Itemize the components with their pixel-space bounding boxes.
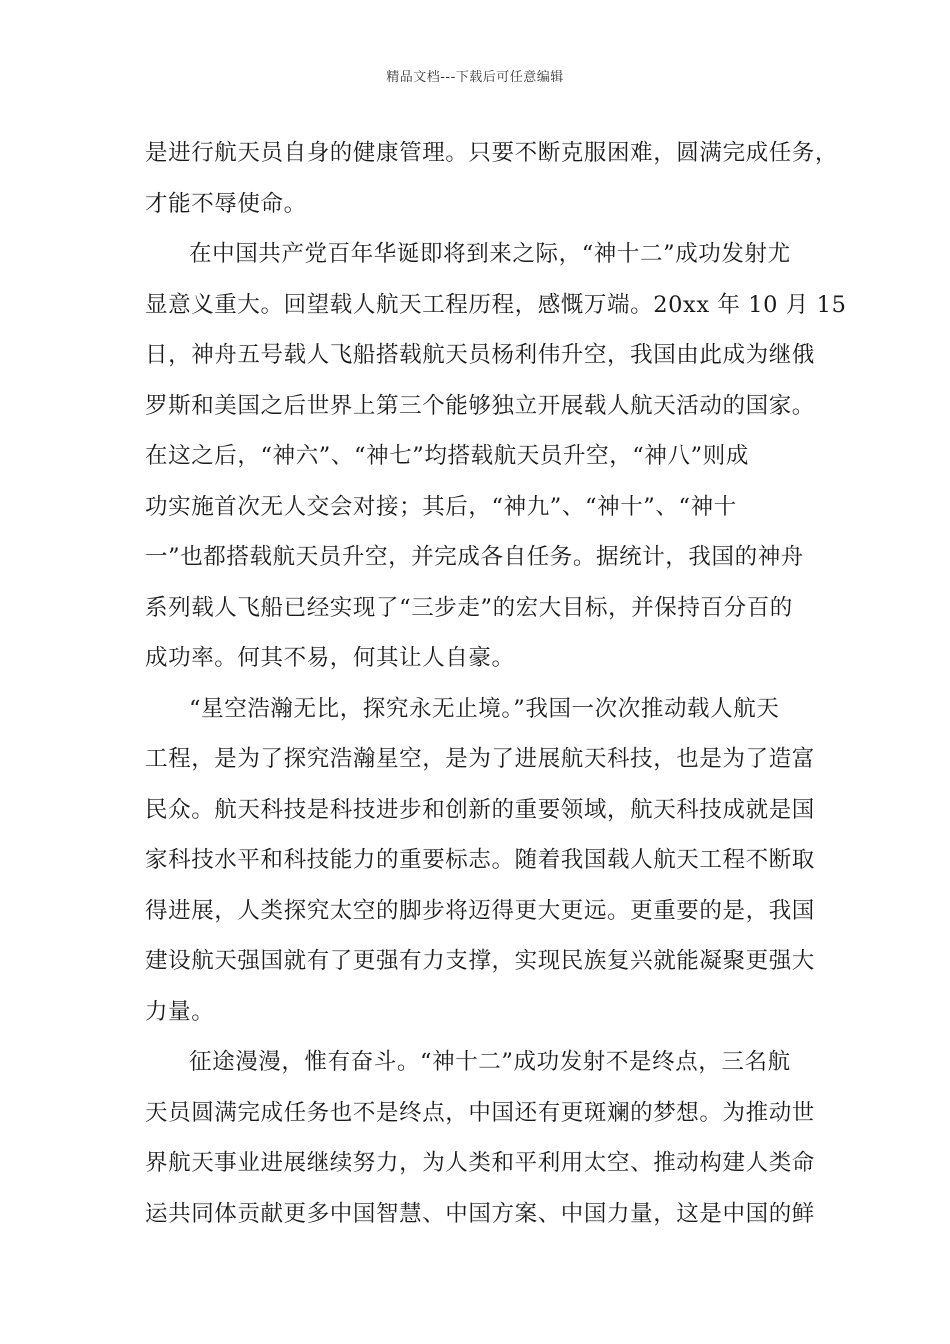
text-line: 成功率。何其不易，何其让人自豪。: [145, 645, 515, 671]
text-line: 在这之后，“神六”、“神七”均搭载航天员升空，“神八”则成: [145, 443, 749, 469]
text-line: 征途漫漫，惟有奋斗。“神十二”成功发射不是终点，三名航: [189, 1049, 791, 1075]
text-line: 是进行航天员自身的健康管理。只要不断克服困难，圆满完成任务，: [145, 140, 839, 166]
paragraph-2: [145, 229, 847, 684]
paragraph-4: [145, 1037, 815, 1239]
text-line: 一”也都搭载航天员升空，并完成各自任务。据统计，我国的神舟: [145, 544, 804, 570]
document-body: [145, 128, 847, 1239]
paragraph-1: [145, 128, 839, 229]
text-line: 在中国共产党百年华诞即将到来之际，“神十二”成功发射尤: [189, 241, 791, 267]
text-line: 家科技水平和科技能力的重要标志。随着我国载人航天工程不断取: [145, 847, 815, 873]
text-line: 运共同体贡献更多中国智慧、中国方案、中国力量，这是中国的鲜: [145, 1200, 815, 1227]
text-line: 显意义重大。回望载人航天工程历程，感慨万端。20xx 年 10 月 15: [145, 291, 847, 318]
text-line: 才能不辱使命。: [145, 190, 307, 217]
page-header: 精品文档---下载后可任意编辑: [386, 70, 564, 85]
text-line: 得进展，人类探究太空的脚步将迈得更大更远。更重要的是，我国: [145, 897, 815, 924]
text-line: 力量。: [145, 998, 215, 1025]
text-line: 功实施首次无人交会对接；其后，“神九”、“神十”、“神十: [145, 493, 737, 520]
text-line: 日，神舟五号载人飞船搭载航天员杨利伟升空，我国由此成为继俄: [145, 342, 815, 368]
paragraph-3: [145, 684, 815, 1038]
text-line: 民众。航天科技是科技进步和创新的重要领域，航天科技成就是国: [145, 796, 815, 823]
text-line: 罗斯和美国之后世界上第三个能够独立开展载人航天活动的国家。: [145, 392, 815, 419]
text-line: “星空浩瀚无比，探究永无止境。”我国一次次推动载人航天: [189, 695, 780, 722]
text-line: 工程，是为了探究浩瀚星空，是为了进展航天科技，也是为了造富: [145, 746, 815, 772]
text-line: 系列载人飞船已经实现了“三步走”的宏大目标，并保持百分百的: [145, 594, 793, 621]
text-line: 天员圆满完成任务也不是终点，中国还有更斑斓的梦想。为推动世: [145, 1099, 815, 1126]
text-line: 界航天事业进展继续努力，为人类和平利用太空、推动构建人类命: [145, 1150, 815, 1176]
text-line: 建设航天强国就有了更强有力支撑，实现民族复兴就能凝聚更强大: [145, 948, 815, 974]
